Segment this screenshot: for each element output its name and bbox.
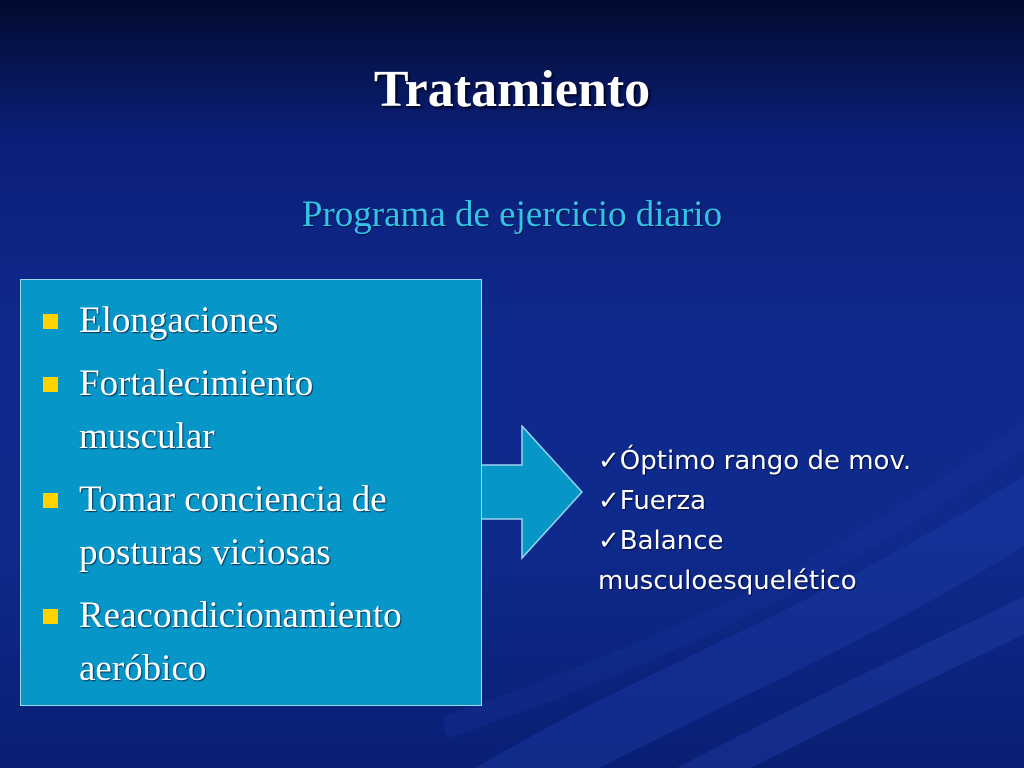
right-arrow-icon [482,425,584,560]
list-item [21,473,483,579]
square-bullet-icon [43,314,58,329]
list-item-text-continued: muscular [79,416,215,457]
activities-box [20,279,482,706]
outcome-item-continued: musculoesquelético [598,566,857,596]
activities-list [21,294,483,705]
slide-title: Tratamiento [373,61,651,118]
list-item [21,589,483,695]
list-item-text-continued: posturas viciosas [79,532,331,573]
outcome-item: ✓Balance [598,526,724,556]
outcome-item: ✓Fuerza [598,486,707,516]
list-item [21,294,483,347]
list-item-text-continued: aeróbico [79,648,207,689]
outcome-item: ✓Óptimo rango de mov. [598,446,912,476]
list-item-text: Tomar conciencia de [79,479,387,520]
square-bullet-icon [43,609,58,624]
list-item-text: Elongaciones [79,300,279,341]
outcomes-list [598,441,1018,601]
square-bullet-icon [43,493,58,508]
list-item [21,357,483,463]
list-item-text: Reacondicionamiento [79,595,402,636]
list-item-text: Fortalecimiento [79,363,314,404]
square-bullet-icon [43,377,58,392]
slide-subtitle: Programa de ejercicio diario [301,194,723,235]
